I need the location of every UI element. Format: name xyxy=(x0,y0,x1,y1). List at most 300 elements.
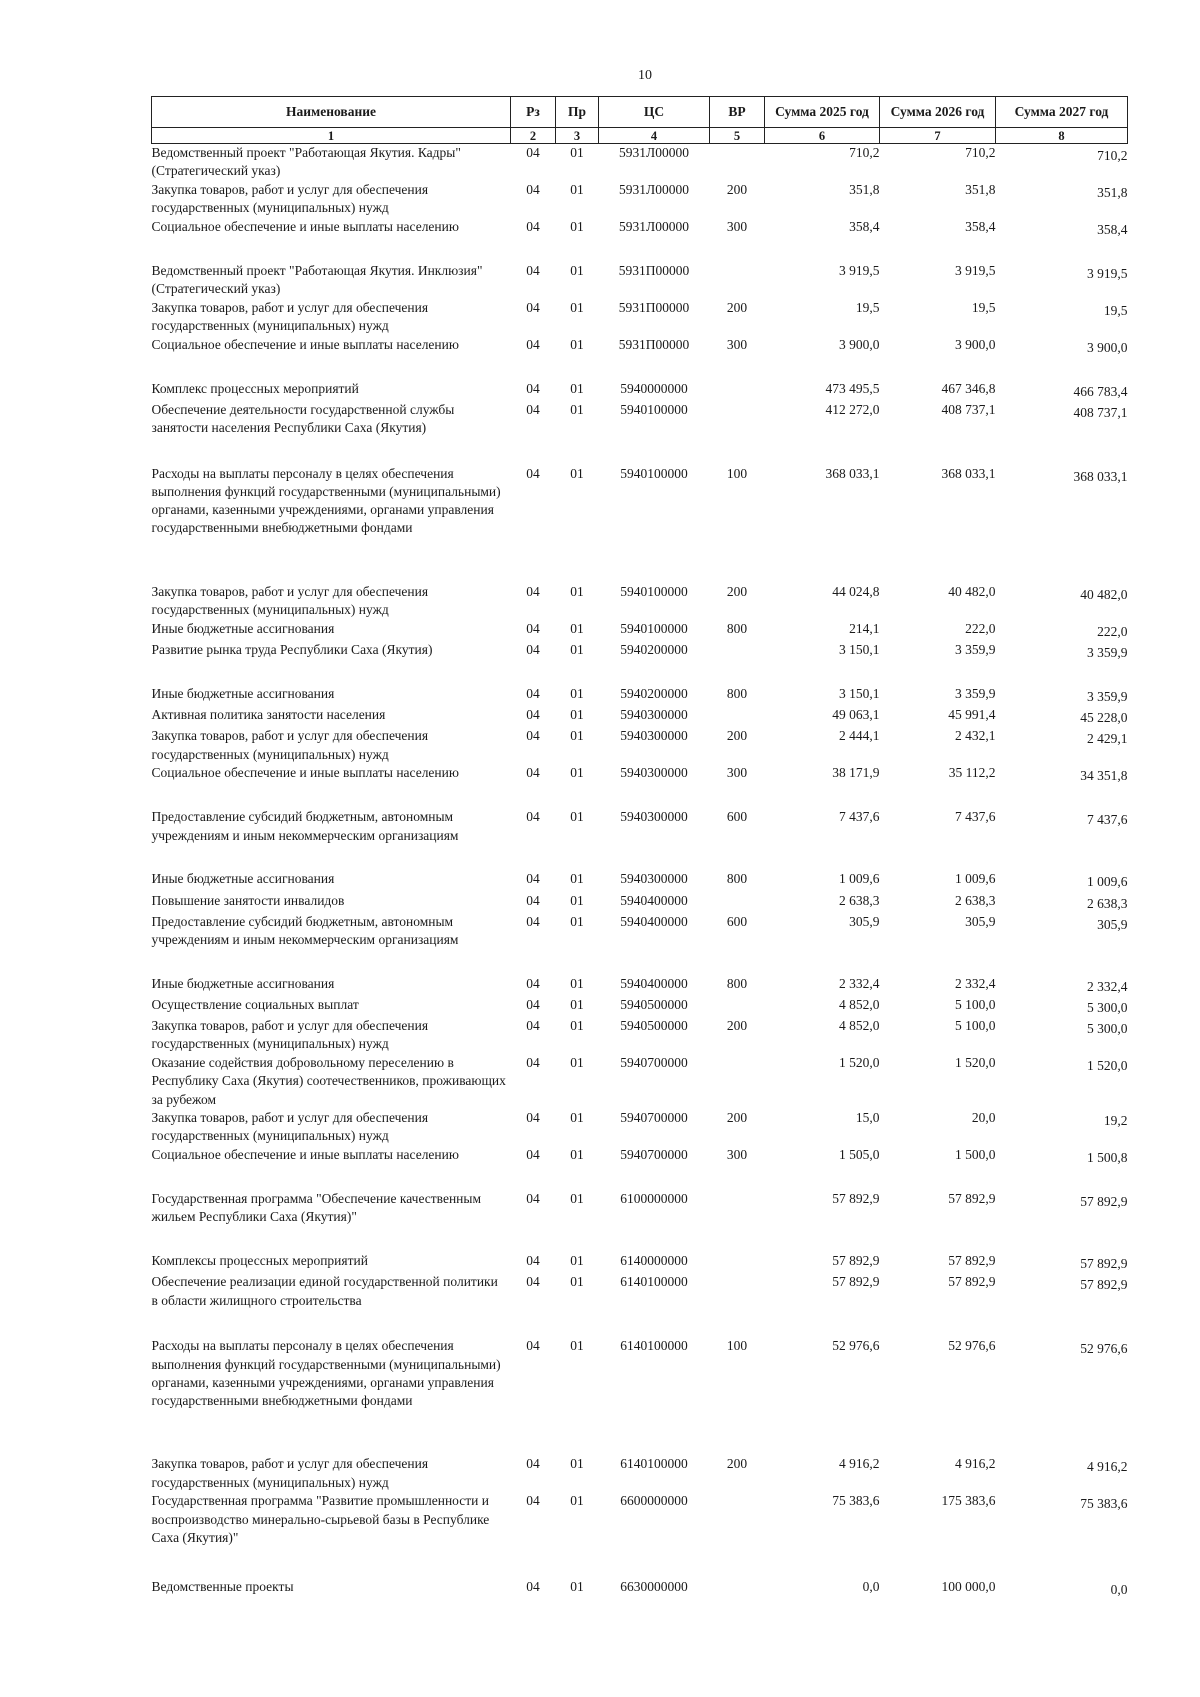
row-sum-2027: 3 900,0 xyxy=(1087,339,1128,355)
table-row xyxy=(152,808,1128,870)
table-row xyxy=(152,1337,1128,1455)
row-rz: 04 xyxy=(526,299,540,315)
row-name: Ведомственный проект "Работающая Якутия. Инклюзия" (Стратегический указ) xyxy=(151,262,483,296)
row-vr: 200 xyxy=(726,583,748,599)
row-name: Предоставление субсидий бюджетным, автономным учреждениям и иным некоммерческим организациям xyxy=(151,913,459,948)
row-name: Расходы на выплаты персоналу в целях обеспечения выполнения функций государственными (муниципальными) органами, казенными учреждениями, органами управления государственными внебюджетными фондами xyxy=(151,465,501,536)
row-sum-2026: 467 346,8 xyxy=(941,380,996,396)
row-cs: 6140000000 xyxy=(620,1253,688,1269)
row-sum-2025: 473 495,5 xyxy=(825,380,880,396)
row-cs: 5940700000 xyxy=(620,1147,688,1163)
table-row xyxy=(152,870,1128,891)
column-number: 6 xyxy=(765,128,880,144)
row-vr xyxy=(710,1492,765,1578)
column-number-row xyxy=(152,128,1128,144)
row-sum-2026: 57 892,9 xyxy=(948,1253,996,1269)
table-row xyxy=(152,1054,1128,1109)
row-cs: 6140100000 xyxy=(620,1338,688,1354)
row-rz: 04 xyxy=(526,218,540,234)
column-number: 5 xyxy=(710,128,765,144)
column-number: 3 xyxy=(556,128,599,144)
table-row xyxy=(152,1109,1128,1146)
row-sum-2025: 4 852,0 xyxy=(839,997,880,1013)
row-vr xyxy=(710,892,765,913)
row-sum-2026: 710,2 xyxy=(965,145,996,160)
row-rz: 04 xyxy=(526,728,540,744)
row-sum-2025: 2 444,1 xyxy=(839,728,880,744)
table-row xyxy=(152,641,1128,685)
row-cs: 5940700000 xyxy=(620,1110,688,1126)
row-sum-2027: 5 300,0 xyxy=(1087,1021,1128,1037)
table-row xyxy=(152,1455,1128,1492)
row-rz: 04 xyxy=(526,145,540,160)
row-cs: 5940300000 xyxy=(620,765,688,781)
column-number: 4 xyxy=(599,128,710,144)
row-pr: 01 xyxy=(570,1147,584,1163)
row-sum-2025: 412 272,0 xyxy=(825,401,880,417)
row-vr xyxy=(710,1252,765,1273)
row-pr: 01 xyxy=(570,299,584,315)
row-sum-2025: 3 919,5 xyxy=(839,262,880,278)
row-sum-2026: 57 892,9 xyxy=(948,1274,996,1290)
table-row xyxy=(152,620,1128,641)
row-sum-2026: 100 000,0 xyxy=(941,1579,996,1595)
table-row xyxy=(152,181,1128,218)
row-sum-2025: 3 150,1 xyxy=(839,641,880,657)
row-pr: 01 xyxy=(570,465,584,481)
row-name: Повышение занятости инвалидов xyxy=(151,892,345,908)
row-vr: 200 xyxy=(726,728,748,744)
row-sum-2026: 1 009,6 xyxy=(955,871,996,887)
row-sum-2025: 57 892,9 xyxy=(832,1191,880,1207)
row-rz: 04 xyxy=(526,1456,540,1472)
row-rz: 04 xyxy=(526,336,540,352)
row-sum-2026: 3 900,0 xyxy=(955,336,996,352)
row-sum-2025: 19,5 xyxy=(855,299,880,315)
table-row xyxy=(152,262,1128,299)
row-rz: 04 xyxy=(526,707,540,723)
row-sum-2026: 40 482,0 xyxy=(948,583,996,599)
table-row xyxy=(152,218,1128,262)
row-sum-2027: 1 500,8 xyxy=(1087,1150,1128,1166)
row-pr: 01 xyxy=(570,1493,584,1509)
row-name: Государственная программа "Обеспечение качественным жильем Республики Саха (Якутия)" xyxy=(151,1191,482,1225)
row-sum-2026: 305,9 xyxy=(965,913,996,929)
row-rz: 04 xyxy=(526,1191,540,1207)
table-row xyxy=(152,299,1128,336)
row-sum-2026: 358,4 xyxy=(965,218,996,234)
column-number: 7 xyxy=(880,128,996,144)
table-row xyxy=(152,996,1128,1017)
row-vr xyxy=(710,262,765,299)
row-sum-2027: 40 482,0 xyxy=(1080,586,1128,602)
header-rz: Рз xyxy=(511,97,556,128)
row-sum-2025: 214,1 xyxy=(849,620,880,636)
row-rz: 04 xyxy=(526,380,540,396)
page-number: 10 xyxy=(638,68,652,83)
row-pr: 01 xyxy=(570,181,584,197)
row-name: Ведомственный проект "Работающая Якутия. Кадры" (Стратегический указ) xyxy=(151,145,461,179)
row-name: Иные бюджетные ассигнования xyxy=(151,685,335,701)
row-rz: 04 xyxy=(526,1147,540,1163)
row-name: Государственная программа "Развитие промышленности и воспроизводство минерально-сырьевой базы в Республике Саха (Якутия)" xyxy=(151,1493,490,1545)
row-vr: 100 xyxy=(726,1338,748,1354)
row-sum-2026: 175 383,6 xyxy=(941,1493,996,1509)
row-vr xyxy=(710,380,765,401)
row-vr xyxy=(710,641,765,685)
row-sum-2027: 57 892,9 xyxy=(1080,1256,1128,1272)
row-cs: 5940400000 xyxy=(620,913,688,929)
table-row xyxy=(152,1273,1128,1337)
row-pr: 01 xyxy=(570,1055,584,1071)
row-sum-2025: 75 383,6 xyxy=(832,1493,880,1509)
column-number: 2 xyxy=(511,128,556,144)
row-vr xyxy=(710,706,765,727)
table-body xyxy=(152,144,1128,1609)
row-name: Социальное обеспечение и иные выплаты населению xyxy=(151,218,459,234)
row-cs: 5940700000 xyxy=(620,1055,688,1071)
row-pr: 01 xyxy=(570,336,584,352)
row-name: Социальное обеспечение и иные выплаты населению xyxy=(151,336,459,352)
row-sum-2026: 1 520,0 xyxy=(955,1055,996,1071)
row-pr: 01 xyxy=(570,809,584,825)
row-sum-2027: 52 976,6 xyxy=(1080,1341,1128,1357)
row-vr: 800 xyxy=(726,871,748,887)
row-sum-2025: 15,0 xyxy=(855,1110,880,1126)
row-sum-2027: 408 737,1 xyxy=(1073,404,1128,420)
row-name: Развитие рынка труда Республики Саха (Якутия) xyxy=(151,641,433,657)
row-vr xyxy=(710,144,765,181)
row-sum-2025: 2 332,4 xyxy=(839,975,880,991)
row-sum-2027: 5 300,0 xyxy=(1087,1000,1128,1016)
row-cs: 6140100000 xyxy=(620,1456,688,1472)
row-cs: 6140100000 xyxy=(620,1274,688,1290)
row-pr: 01 xyxy=(570,1338,584,1354)
row-sum-2026: 19,5 xyxy=(971,299,996,315)
table-row xyxy=(152,727,1128,764)
row-sum-2025: 52 976,6 xyxy=(832,1338,880,1354)
row-vr: 600 xyxy=(726,809,748,825)
row-rz: 04 xyxy=(526,181,540,197)
row-cs: 5940200000 xyxy=(620,685,688,701)
row-cs: 5940200000 xyxy=(620,641,688,657)
row-sum-2026: 368 033,1 xyxy=(941,465,996,481)
row-vr xyxy=(710,401,765,465)
row-sum-2026: 3 919,5 xyxy=(955,262,996,278)
row-sum-2027: 7 437,6 xyxy=(1087,812,1128,828)
row-rz: 04 xyxy=(526,1274,540,1290)
row-name: Закупка товаров, работ и услуг для обеспечения государственных (муниципальных) нужд xyxy=(151,299,429,333)
row-pr: 01 xyxy=(570,728,584,744)
table-row xyxy=(152,706,1128,727)
row-sum-2026: 35 112,2 xyxy=(948,765,996,781)
row-vr xyxy=(710,996,765,1017)
row-pr: 01 xyxy=(570,262,584,278)
row-cs: 5931Л00000 xyxy=(619,218,689,234)
row-pr: 01 xyxy=(570,1191,584,1207)
row-pr: 01 xyxy=(570,620,584,636)
row-pr: 01 xyxy=(570,145,584,160)
header-name: Наименование xyxy=(152,97,511,128)
row-rz: 04 xyxy=(526,1018,540,1034)
row-pr: 01 xyxy=(570,871,584,887)
row-sum-2027: 45 228,0 xyxy=(1080,710,1128,726)
row-vr: 100 xyxy=(726,465,748,481)
row-name: Иные бюджетные ассигнования xyxy=(151,871,335,887)
row-vr: 200 xyxy=(726,1456,748,1472)
row-sum-2025: 57 892,9 xyxy=(832,1253,880,1269)
row-name: Обеспечение реализации единой государственной политики в области жилищного строительства xyxy=(151,1274,498,1308)
row-sum-2025: 57 892,9 xyxy=(832,1274,880,1290)
row-sum-2027: 710,2 xyxy=(1097,148,1128,163)
row-rz: 04 xyxy=(526,641,540,657)
row-sum-2026: 3 359,9 xyxy=(955,685,996,701)
row-cs: 6100000000 xyxy=(620,1191,688,1207)
row-pr: 01 xyxy=(570,685,584,701)
table-row xyxy=(152,1146,1128,1190)
row-sum-2025: 710,2 xyxy=(849,145,880,160)
row-rz: 04 xyxy=(526,1253,540,1269)
row-vr xyxy=(710,1054,765,1109)
row-cs: 5931П00000 xyxy=(618,262,690,278)
row-pr: 01 xyxy=(570,1274,584,1290)
row-pr: 01 xyxy=(570,707,584,723)
row-sum-2025: 368 033,1 xyxy=(825,465,880,481)
row-rz: 04 xyxy=(526,1579,540,1595)
row-sum-2027: 75 383,6 xyxy=(1080,1496,1128,1512)
header-row xyxy=(152,97,1128,128)
row-cs: 5940400000 xyxy=(620,975,688,991)
row-sum-2026: 2 638,3 xyxy=(955,892,996,908)
row-cs: 5940100000 xyxy=(620,401,688,417)
row-rz: 04 xyxy=(526,871,540,887)
row-name: Комплексы процессных мероприятий xyxy=(151,1253,368,1269)
row-sum-2025: 7 437,6 xyxy=(839,809,880,825)
row-cs: 5931П00000 xyxy=(618,299,690,315)
row-sum-2025: 351,8 xyxy=(849,181,880,197)
row-sum-2025: 38 171,9 xyxy=(832,765,880,781)
row-vr: 300 xyxy=(726,336,748,352)
row-sum-2025: 1 505,0 xyxy=(839,1147,880,1163)
table-row xyxy=(152,1190,1128,1252)
row-name: Закупка товаров, работ и услуг для обеспечения государственных (муниципальных) нужд xyxy=(151,181,429,215)
row-name: Закупка товаров, работ и услуг для обеспечения государственных (муниципальных) нужд xyxy=(151,728,429,762)
header-pr: Пр xyxy=(556,97,599,128)
row-sum-2027: 305,9 xyxy=(1097,916,1128,932)
row-sum-2027: 57 892,9 xyxy=(1080,1194,1128,1210)
row-vr: 800 xyxy=(726,685,748,701)
row-rz: 04 xyxy=(526,913,540,929)
row-cs: 6630000000 xyxy=(620,1579,688,1595)
row-name: Закупка товаров, работ и услуг для обеспечения государственных (муниципальных) нужд xyxy=(151,1018,429,1052)
row-vr: 200 xyxy=(726,1110,748,1126)
table-header xyxy=(152,97,1128,144)
row-sum-2026: 222,0 xyxy=(965,620,996,636)
row-pr: 01 xyxy=(570,765,584,781)
table-row xyxy=(152,144,1128,181)
row-sum-2027: 0,0 xyxy=(1110,1582,1128,1598)
row-cs: 5940400000 xyxy=(620,892,688,908)
row-rz: 04 xyxy=(526,809,540,825)
table-row xyxy=(152,1492,1128,1578)
row-sum-2027: 2 332,4 xyxy=(1087,978,1128,994)
row-cs: 5931Л00000 xyxy=(619,145,689,160)
row-cs: 5940000000 xyxy=(620,380,688,396)
row-name: Закупка товаров, работ и услуг для обеспечения государственных (муниципальных) нужд xyxy=(151,1110,429,1144)
row-sum-2026: 5 100,0 xyxy=(955,1018,996,1034)
column-number: 8 xyxy=(996,128,1128,144)
row-sum-2026: 3 359,9 xyxy=(955,641,996,657)
row-vr: 600 xyxy=(726,913,748,929)
row-sum-2027: 3 359,9 xyxy=(1087,644,1128,660)
row-vr xyxy=(710,1190,765,1252)
row-sum-2025: 3 900,0 xyxy=(839,336,880,352)
row-sum-2026: 52 976,6 xyxy=(948,1338,996,1354)
table-row xyxy=(152,913,1128,975)
row-sum-2025: 3 150,1 xyxy=(839,685,880,701)
table-row xyxy=(152,764,1128,808)
row-sum-2026: 7 437,6 xyxy=(955,809,996,825)
budget-table xyxy=(151,96,1128,1608)
row-name: Активная политика занятости населения xyxy=(151,707,386,723)
row-sum-2026: 2 332,4 xyxy=(955,975,996,991)
row-pr: 01 xyxy=(570,1110,584,1126)
row-cs: 5931П00000 xyxy=(618,336,690,352)
row-pr: 01 xyxy=(570,218,584,234)
row-sum-2026: 20,0 xyxy=(971,1110,996,1126)
row-rz: 04 xyxy=(526,1055,540,1071)
row-name: Социальное обеспечение и иные выплаты населению xyxy=(151,765,459,781)
row-sum-2027: 3 359,9 xyxy=(1087,688,1128,704)
header-sum-2025: Сумма 2025 год xyxy=(765,97,880,128)
row-cs: 5940300000 xyxy=(620,809,688,825)
row-vr: 300 xyxy=(726,218,748,234)
header-cs: ЦС xyxy=(599,97,710,128)
row-sum-2027: 1 009,6 xyxy=(1087,874,1128,890)
row-name: Социальное обеспечение и иные выплаты населению xyxy=(151,1147,459,1163)
row-pr: 01 xyxy=(570,641,584,657)
row-sum-2026: 57 892,9 xyxy=(948,1191,996,1207)
row-rz: 04 xyxy=(526,262,540,278)
row-sum-2027: 222,0 xyxy=(1097,623,1128,639)
row-rz: 04 xyxy=(526,583,540,599)
row-sum-2025: 1 009,6 xyxy=(839,871,880,887)
row-rz: 04 xyxy=(526,892,540,908)
row-rz: 04 xyxy=(526,620,540,636)
row-cs: 5940300000 xyxy=(620,728,688,744)
row-sum-2026: 351,8 xyxy=(965,181,996,197)
row-sum-2027: 1 520,0 xyxy=(1087,1058,1128,1074)
table-row xyxy=(152,380,1128,401)
row-vr: 300 xyxy=(726,1147,748,1163)
row-pr: 01 xyxy=(570,1456,584,1472)
header-sum-2026: Сумма 2026 год xyxy=(880,97,996,128)
row-vr: 800 xyxy=(726,620,748,636)
row-pr: 01 xyxy=(570,1018,584,1034)
row-rz: 04 xyxy=(526,685,540,701)
table-row xyxy=(152,892,1128,913)
row-name: Осуществление социальных выплат xyxy=(151,997,359,1013)
row-name: Предоставление субсидий бюджетным, автономным учреждениям и иным некоммерческим организациям xyxy=(151,809,459,843)
table-row xyxy=(152,1578,1128,1608)
row-rz: 04 xyxy=(526,465,540,481)
row-rz: 04 xyxy=(526,1493,540,1509)
row-rz: 04 xyxy=(526,1338,540,1354)
row-vr xyxy=(710,1578,765,1608)
row-pr: 01 xyxy=(570,975,584,991)
table-row xyxy=(152,975,1128,996)
row-sum-2026: 5 100,0 xyxy=(955,997,996,1013)
table-row xyxy=(152,401,1128,465)
row-sum-2027: 3 919,5 xyxy=(1087,265,1128,281)
row-sum-2027: 34 351,8 xyxy=(1080,768,1128,784)
row-pr: 01 xyxy=(570,1253,584,1269)
row-cs: 5940100000 xyxy=(620,465,688,481)
row-sum-2025: 2 638,3 xyxy=(839,892,880,908)
table-row xyxy=(152,1252,1128,1273)
row-name: Закупка товаров, работ и услуг для обеспечения государственных (муниципальных) нужд xyxy=(151,583,429,617)
row-sum-2025: 4 852,0 xyxy=(839,1018,880,1034)
row-sum-2025: 4 916,2 xyxy=(839,1456,880,1472)
row-cs: 6600000000 xyxy=(620,1493,688,1509)
row-vr: 300 xyxy=(726,765,748,781)
row-sum-2027: 19,2 xyxy=(1103,1113,1128,1129)
row-sum-2026: 2 432,1 xyxy=(955,728,996,744)
row-sum-2025: 0,0 xyxy=(862,1579,880,1595)
row-pr: 01 xyxy=(570,997,584,1013)
row-pr: 01 xyxy=(570,1579,584,1595)
row-sum-2027: 466 783,4 xyxy=(1073,383,1128,399)
row-sum-2027: 4 916,2 xyxy=(1087,1459,1128,1475)
row-cs: 5940500000 xyxy=(620,997,688,1013)
row-pr: 01 xyxy=(570,380,584,396)
row-name: Закупка товаров, работ и услуг для обеспечения государственных (муниципальных) нужд xyxy=(151,1456,429,1490)
row-name: Оказание содействия добровольному переселению в Республику Саха (Якутия) соотечественников, проживающих за рубежом xyxy=(151,1055,506,1107)
row-cs: 5940500000 xyxy=(620,1018,688,1034)
row-name: Иные бюджетные ассигнования xyxy=(151,975,335,991)
row-vr: 800 xyxy=(726,975,748,991)
table-row xyxy=(152,685,1128,706)
row-name: Комплекс процессных мероприятий xyxy=(151,380,359,396)
row-sum-2025: 49 063,1 xyxy=(832,707,880,723)
row-sum-2025: 44 024,8 xyxy=(832,583,880,599)
row-cs: 5940100000 xyxy=(620,620,688,636)
table-row xyxy=(152,583,1128,620)
row-sum-2027: 358,4 xyxy=(1097,221,1128,237)
row-pr: 01 xyxy=(570,913,584,929)
row-name: Расходы на выплаты персоналу в целях обеспечения выполнения функций государственными (муниципальными) органами, казенными учреждениями, органами управления государственными внебюджетными фондами xyxy=(151,1338,501,1409)
row-sum-2027: 2 429,1 xyxy=(1087,731,1128,747)
row-vr xyxy=(710,1273,765,1337)
row-sum-2025: 358,4 xyxy=(849,218,880,234)
table-row xyxy=(152,336,1128,380)
row-sum-2027: 57 892,9 xyxy=(1080,1277,1128,1293)
row-sum-2027: 2 638,3 xyxy=(1087,895,1128,911)
column-number: 1 xyxy=(152,128,511,144)
row-cs: 5931Л00000 xyxy=(619,181,689,197)
row-sum-2027: 19,5 xyxy=(1103,302,1128,318)
table-row xyxy=(152,1017,1128,1054)
row-sum-2026: 408 737,1 xyxy=(941,401,996,417)
row-sum-2027: 351,8 xyxy=(1097,184,1128,200)
row-sum-2026: 45 991,4 xyxy=(948,707,996,723)
row-cs: 5940100000 xyxy=(620,583,688,599)
row-sum-2027: 368 033,1 xyxy=(1073,468,1128,484)
row-rz: 04 xyxy=(526,997,540,1013)
row-sum-2026: 4 916,2 xyxy=(955,1456,996,1472)
row-sum-2025: 1 520,0 xyxy=(839,1055,880,1071)
row-rz: 04 xyxy=(526,765,540,781)
